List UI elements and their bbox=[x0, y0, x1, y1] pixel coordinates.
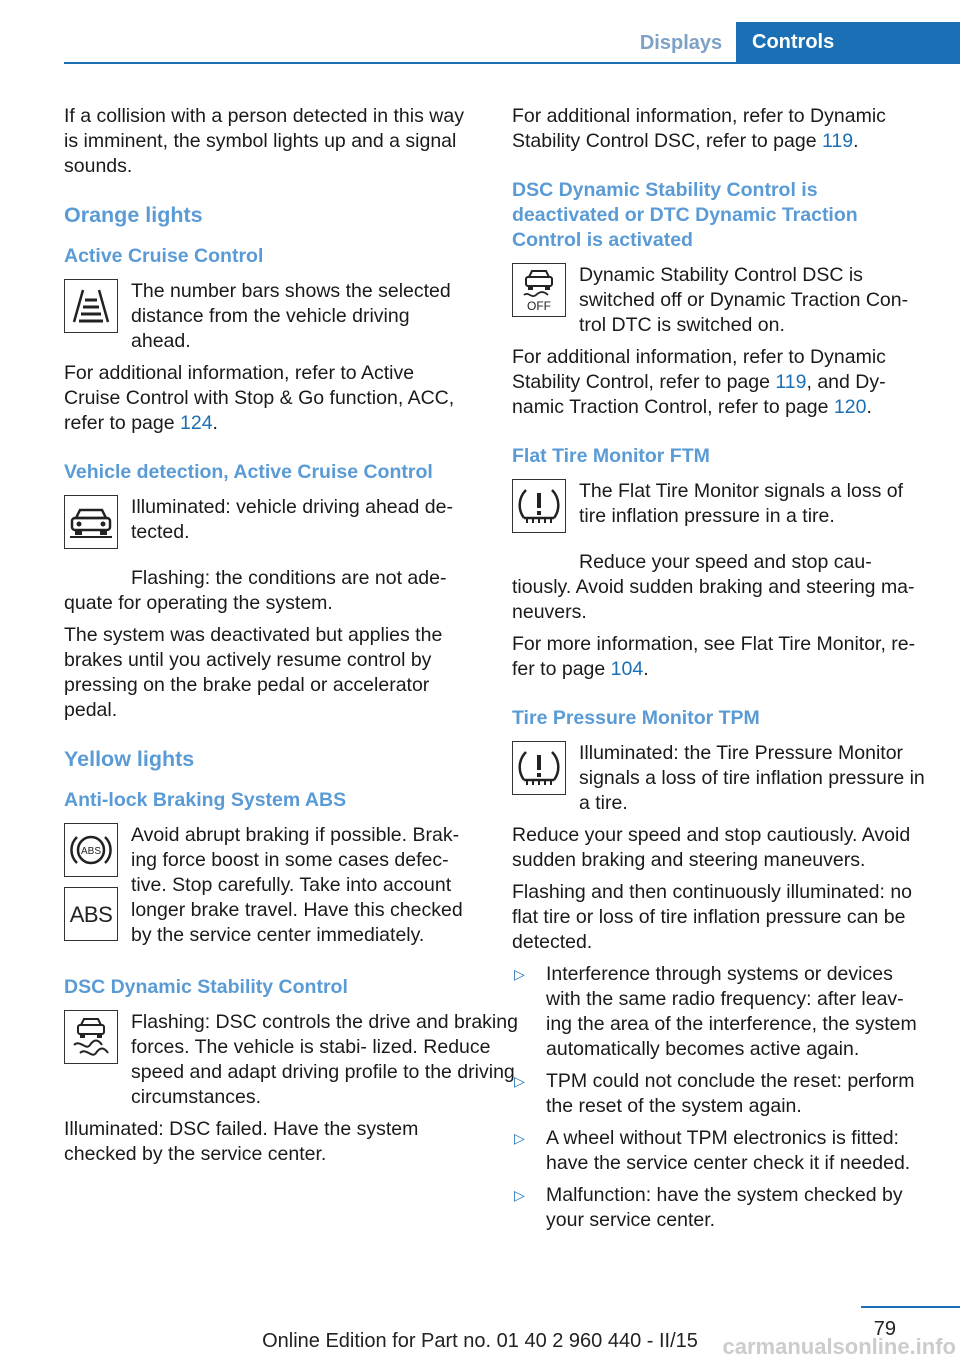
vehicle-detection-text-2: Flashing: the conditions are not ade‐ quate for operating the system. bbox=[64, 567, 447, 614]
dtc-row bbox=[512, 263, 930, 338]
tab-controls[interactable]: Controls bbox=[736, 22, 960, 62]
page-number: 79 bbox=[873, 1318, 896, 1340]
watermark: carmanualsonline.info bbox=[722, 1334, 956, 1359]
orange-lights-heading: Orange lights bbox=[64, 203, 203, 227]
right-column bbox=[512, 104, 930, 1240]
edition-footer: Online Edition for Part no. 01 40 2 960 440 - II/15 bbox=[262, 1330, 698, 1352]
distance-bars-icon bbox=[64, 279, 118, 333]
page-link-104[interactable]: 104 bbox=[610, 658, 644, 680]
intro-paragraph: If a collision with a person detected in this way is imminent, the symbol lights up and a signal sounds. bbox=[64, 105, 464, 177]
tpm-bullet-list bbox=[512, 962, 930, 1233]
dsc-row bbox=[64, 1010, 518, 1110]
dsc-off-icon bbox=[512, 263, 566, 317]
page-link-119b[interactable]: 119 bbox=[775, 371, 807, 393]
ftm-more-info: For more information, see Flat Tire Monitor, re‐ fer to page 104. bbox=[512, 633, 916, 680]
abs-heading: Anti-lock Braking System ABS bbox=[64, 789, 347, 811]
triangle-bullet-icon: ▷ bbox=[514, 1130, 525, 1146]
acc-row bbox=[64, 279, 474, 354]
ftm-icon-text-1: The Flat Tire Monitor signals a loss of tire inflation pressure in a tire. bbox=[579, 480, 904, 527]
vehicle-ahead-icon bbox=[64, 495, 118, 549]
tpm-icon-text: Illuminated: the Tire Pressure Monitor signals a loss of tire inflation pressure in a tire. bbox=[579, 742, 925, 814]
tire-pressure-icon bbox=[512, 741, 566, 795]
dtc-heading: DSC Dynamic Stability Control is deactivated or DTC Dynamic Traction Control is activated bbox=[512, 179, 858, 251]
vehicle-detection-heading: Vehicle detection, Active Cruise Control bbox=[64, 461, 433, 483]
list-item: ▷ TPM could not conclude the reset: perform the reset of the system again. bbox=[514, 1070, 915, 1117]
left-column bbox=[64, 104, 518, 1174]
list-item: ▷ Interference through systems or devices with the same radio frequency: after leav‐ ing the area of the interference, the system automatically becomes active again. bbox=[514, 963, 917, 1060]
ftm-icon-text-2: Reduce your speed and stop cau‐ tiously. Avoid sudden braking and steering ma‐ neuvers. bbox=[512, 551, 915, 623]
tpm-paragraph-1: Reduce your speed and stop cautiously. Avoid sudden braking and steering maneuvers. bbox=[512, 824, 911, 871]
abs-circle-icon bbox=[64, 823, 118, 877]
vehicle-detection-paragraph: The system was deactivated but applies the brakes until you actively resume control by pressing on the brake pedal or accelerator pedal. bbox=[64, 624, 443, 721]
triangle-bullet-icon: ▷ bbox=[514, 1073, 525, 1089]
tpm-paragraph-2: Flashing and then continuously illuminated: no flat tire or loss of tire inflation pressure can be detected. bbox=[512, 881, 913, 953]
dsc-heading: DSC Dynamic Stability Control bbox=[64, 976, 348, 998]
page-header bbox=[64, 0, 960, 64]
dsc-paragraph: Illuminated: DSC failed. Have the system checked by the service center. bbox=[64, 1118, 419, 1165]
triangle-bullet-icon: ▷ bbox=[514, 966, 525, 982]
tab-displays[interactable]: Displays bbox=[639, 32, 723, 54]
page-link-120[interactable]: 120 bbox=[833, 396, 867, 418]
acc-icon-text: The number bars shows the selected distance from the vehicle driving ahead. bbox=[131, 280, 451, 352]
dtc-icon-text: Dynamic Stability Control DSC is switched off or Dynamic Traction Con‐ trol DTC is switched on. bbox=[579, 264, 909, 336]
list-item: ▷ A wheel without TPM electronics is fitted: have the service center check it if needed. bbox=[514, 1127, 911, 1174]
list-item: ▷ Malfunction: have the system checked by your service center. bbox=[514, 1184, 903, 1231]
ftm-row bbox=[512, 479, 930, 543]
abs-row bbox=[64, 823, 474, 951]
acc-heading: Active Cruise Control bbox=[64, 245, 264, 267]
svg-text:OFF: OFF bbox=[527, 299, 551, 312]
page-link-119[interactable]: 119 bbox=[821, 130, 854, 152]
abs-text: Avoid abrupt braking if possible. Brak‐ ing force boost in some cases defec‐ tive. Stop carefully. Take into account longer brake travel. Have this checked by the service center immediately. bbox=[131, 824, 463, 946]
yellow-lights-heading: Yellow lights bbox=[64, 747, 195, 771]
tire-warning-icon bbox=[512, 479, 566, 533]
vehicle-detection-text-1: Illuminated: vehicle driving ahead de‐ tected. bbox=[131, 496, 453, 543]
acc-more-info: For additional information, refer to Active Cruise Control with Stop & Go function, ACC, refer to page 124. bbox=[64, 362, 455, 434]
ftm-heading: Flat Tire Monitor FTM bbox=[512, 445, 710, 467]
page-link-124[interactable]: 124 bbox=[180, 412, 213, 434]
dsc-more-info: For additional information, refer to Dynamic Stability Control DSC, refer to page 119. bbox=[512, 105, 886, 152]
dsc-icon-text: Flashing: DSC controls the drive and braking forces. The vehicle is stabi‐ lized. Reduce speed and adapt driving profile to the driving circumstances. bbox=[131, 1011, 518, 1108]
tpm-heading: Tire Pressure Monitor TPM bbox=[512, 707, 760, 729]
svg-text:ABS: ABS bbox=[80, 846, 102, 857]
triangle-bullet-icon: ▷ bbox=[514, 1187, 525, 1203]
vehicle-detection-row bbox=[64, 495, 474, 559]
page-number-rule bbox=[861, 1306, 960, 1308]
abs-text-icon: ABS bbox=[64, 887, 118, 941]
tpm-row bbox=[512, 741, 930, 816]
dtc-more-info: For additional information, refer to Dynamic Stability Control, refer to page 119, and Dy‐ namic Traction Control, refer to page 120. bbox=[512, 346, 886, 418]
dsc-skid-icon bbox=[64, 1010, 118, 1064]
